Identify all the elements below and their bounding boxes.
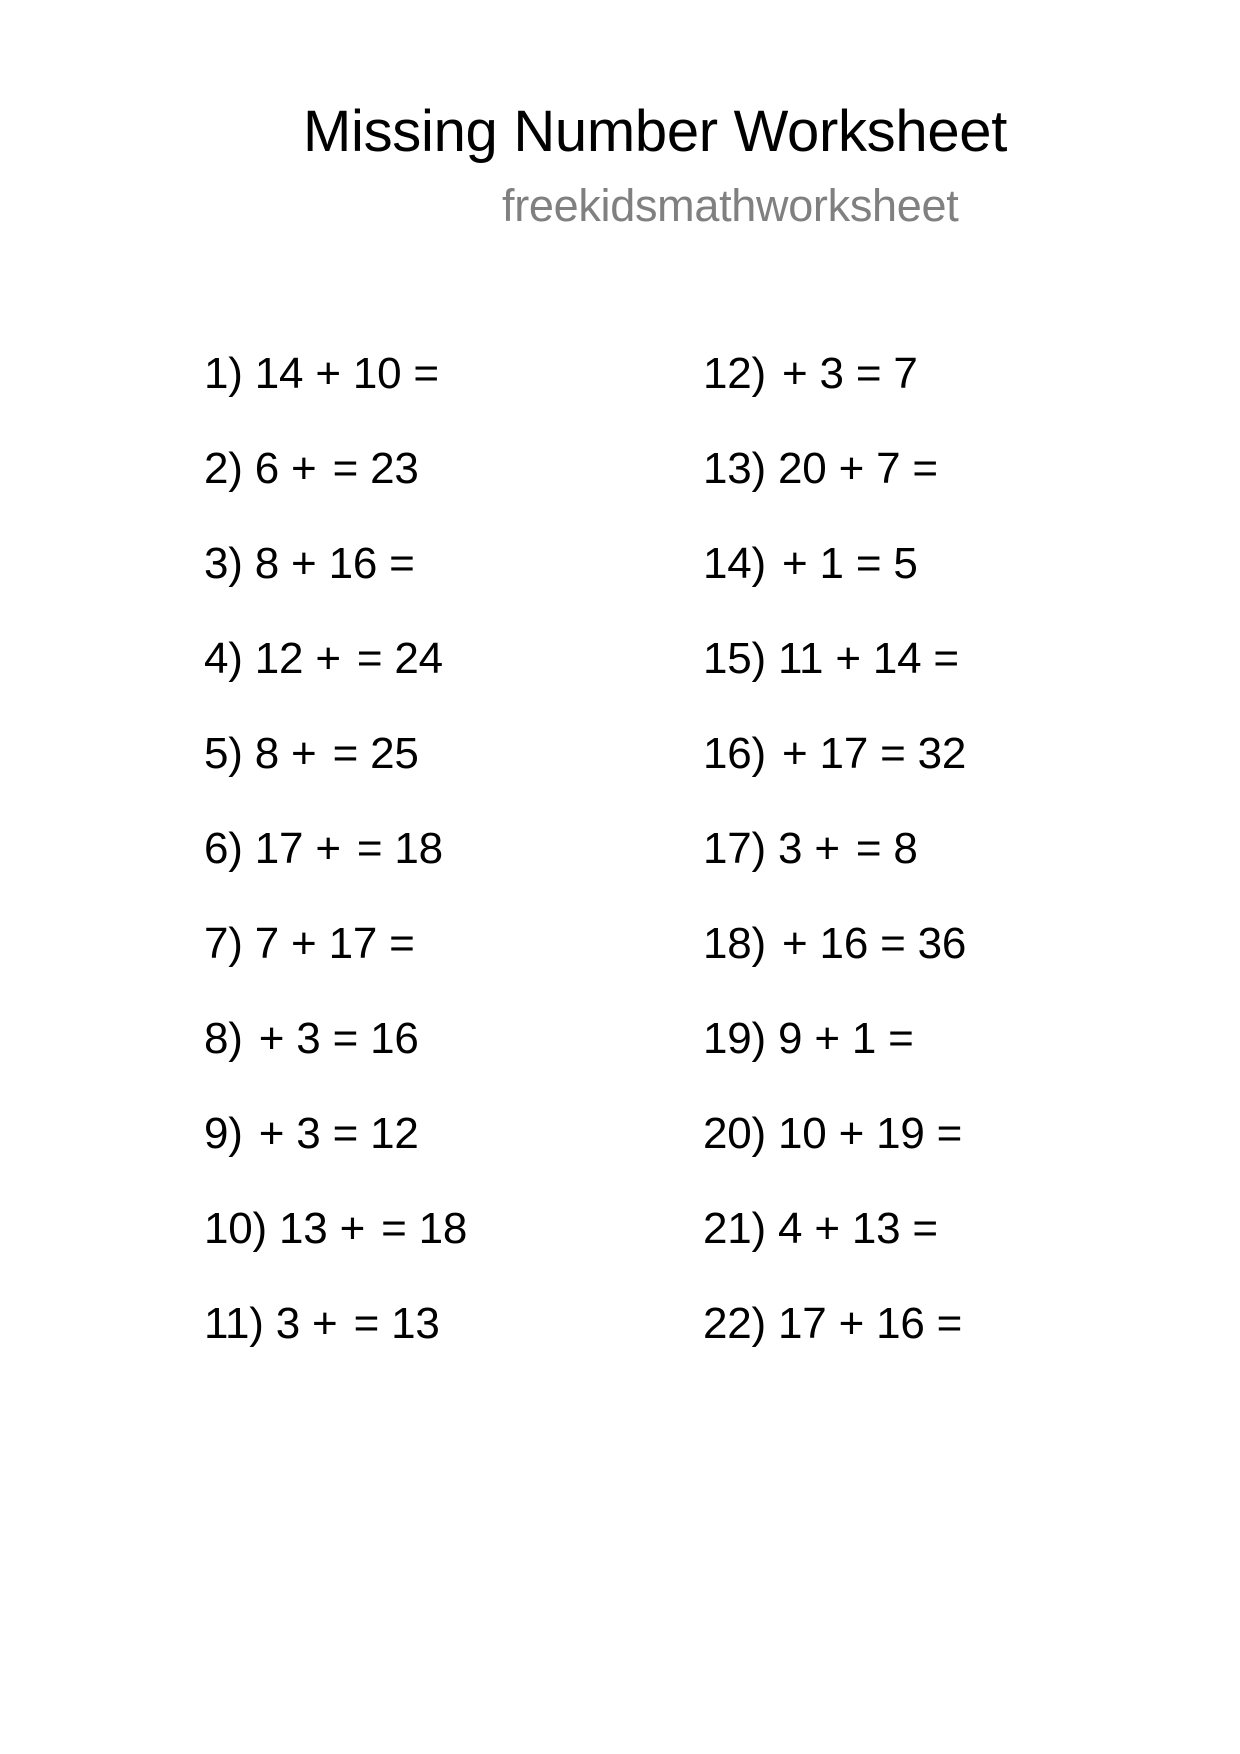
problem-number: 19) [703,1014,766,1063]
equation-right: = 18 [356,824,443,873]
problem-number: 15) [703,634,766,683]
problem-number: 22) [703,1299,766,1348]
problem-14 [703,535,966,630]
problem-13 [703,440,966,535]
problem-number: 18) [703,919,766,968]
problem-4 [204,630,467,725]
equation-left: 9 + 1 = [778,1014,914,1063]
problem-number: 11) [204,1299,264,1348]
problem-number: 20) [703,1109,766,1158]
problem-19 [703,1010,966,1105]
equation-right: = 25 [332,729,419,778]
equation-left: 10 + 19 = [778,1109,963,1158]
site-watermark: freekidsmathworksheet [502,180,959,231]
problem-number: 14) [703,539,766,588]
problem-number: 17) [703,824,766,873]
problem-number: 16) [703,729,766,778]
problem-number: 21) [703,1204,766,1253]
problem-number: 6) [204,824,243,873]
equation-left: 12 + [254,634,341,683]
problem-10 [204,1200,467,1295]
equation-left: 20 + 7 = [778,444,938,493]
problem-column-right [703,345,966,1390]
problem-number: 7) [204,919,243,968]
equation-right: + 1 = 5 [782,539,918,588]
problem-number: 3) [204,539,243,588]
problem-12 [703,345,966,440]
equation-right: = 8 [855,824,918,873]
problem-number: 13) [703,444,766,493]
problem-number: 5) [204,729,243,778]
problem-8 [204,1010,467,1105]
equation-right: + 3 = 12 [258,1109,419,1158]
problem-6 [204,820,467,915]
problem-5 [204,725,467,820]
equation-left: 8 + [254,729,317,778]
problem-2 [204,440,467,535]
problem-18 [703,915,966,1010]
equation-left: 3 + [778,824,840,873]
problem-21 [703,1200,966,1295]
equation-left: 8 + 16 = [254,539,415,588]
equation-left: 4 + 13 = [778,1204,938,1253]
equation-left: 6 + [254,444,317,493]
problem-15 [703,630,966,725]
problem-number: 12) [703,349,766,398]
equation-right: + 17 = 32 [782,729,967,778]
equation-right: + 16 = 36 [782,919,967,968]
equation-right: = 18 [381,1204,468,1253]
equation-left: 7 + 17 = [254,919,415,968]
equation-right: = 23 [332,444,419,493]
equation-left: 17 + [254,824,341,873]
equation-left: 17 + 16 = [778,1299,963,1348]
problem-22 [703,1295,966,1390]
problem-11 [204,1295,467,1390]
equation-right: + 3 = 7 [782,349,918,398]
problem-3 [204,535,467,630]
equation-right: = 24 [356,634,443,683]
page-title: Missing Number Worksheet [303,99,1008,164]
problem-20 [703,1105,966,1200]
problem-number: 4) [204,634,243,683]
equation-right: = 13 [353,1299,440,1348]
equation-left: 14 + 10 = [254,349,439,398]
problem-9 [204,1105,467,1200]
problem-number: 10) [204,1204,267,1253]
equation-right: + 3 = 16 [258,1014,419,1063]
problem-1 [204,345,467,440]
problem-column-left [204,345,467,1390]
problem-number: 1) [204,349,243,398]
problem-17 [703,820,966,915]
equation-left: 3 + [275,1299,338,1348]
problem-7 [204,915,467,1010]
problem-16 [703,725,966,820]
equation-left: 11 + 14 = [778,634,959,683]
problem-number: 9) [204,1109,243,1158]
problem-number: 8) [204,1014,243,1063]
problem-number: 2) [204,444,243,493]
equation-left: 13 + [279,1204,366,1253]
